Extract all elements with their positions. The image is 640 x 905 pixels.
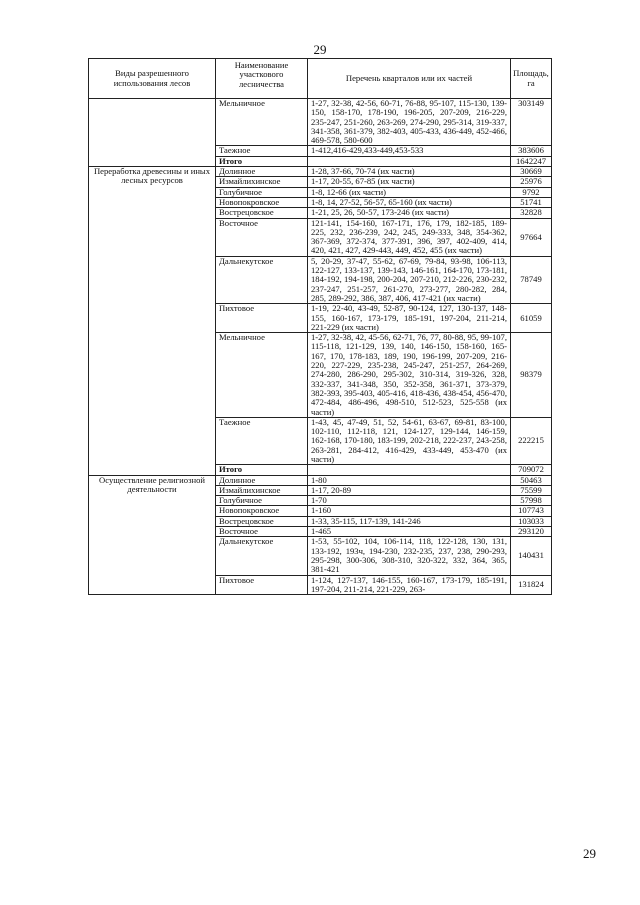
quarters-list: 1-27, 32-38, 42, 45-56, 62-71, 76, 77, 80-88, 95, 99-107, 115-118, 121-129, 139, 140, 146-150, 158-160, 165-167, 170, 178-183, 189, 190, 196-199, 207-209, 216-220, 227-229, 235-238, 245-247, 251-257, 264-269, 274-280, 286-290, 295-302, 310-314, 319-326, 328, 332-337, 341-348, 350, 352-358, 361-371, 373-379, 382-393, 395-403, 405-416, 418-436, 438-454, 456-470, 472-484, 486-496, 498-510, 512-523, 525-558 (их части)	[308, 333, 511, 418]
forestry-name: Долинное	[216, 167, 308, 177]
quarters-list: 1-465	[308, 527, 511, 537]
area-value: 9792	[511, 187, 552, 197]
page-number-top: 29	[313, 42, 327, 57]
quarters-list: 1-21, 25, 26, 50-57, 173-246 (их части)	[308, 208, 511, 218]
quarters-list: 1-8, 14, 27-52, 56-57, 65-160 (их части)	[308, 197, 511, 207]
forestry-name: Вострецовское	[216, 208, 308, 218]
area-value: 25976	[511, 177, 552, 187]
total-value: 709072	[511, 465, 552, 475]
header-forestry-name: Наименование участкового лесничества	[216, 59, 308, 99]
total-label: Итого	[216, 156, 308, 166]
quarters-list: 1-43, 45, 47-49, 51, 52, 54-61, 63-67, 69-81, 83-100, 102-110, 112-118, 121, 124-127, 129-144, 146-159, 162-168, 170-180, 183-199, 202-218, 222-237, 243-258, 263-281, 284-412, 416-429, 433-449, 453-470 (их части)	[308, 417, 511, 464]
forestry-name: Дальнекутское	[216, 537, 308, 575]
quarters-list: 1-28, 37-66, 70-74 (их части)	[308, 167, 511, 177]
area-value: 383606	[511, 146, 552, 156]
area-value: 30669	[511, 167, 552, 177]
area-value: 57998	[511, 496, 552, 506]
quarters-list: 1-70	[308, 496, 511, 506]
total-quarters	[308, 156, 511, 166]
area-value: 97664	[511, 218, 552, 256]
table-row	[89, 167, 552, 177]
quarters-list: 121-141, 154-160, 167-171, 176, 179, 182-185, 189-225, 232, 236-239, 242, 245, 249-333, 348, 354-362, 367-369, 372-374, 377-391, 396, 397, 402-409, 414, 420, 421, 427, 429-443, 449, 452, 455 (их части)	[308, 218, 511, 256]
area-value: 50463	[511, 475, 552, 485]
total-label: Итого	[216, 465, 308, 475]
area-value: 98379	[511, 333, 552, 418]
total-value: 1642247	[511, 156, 552, 166]
forestry-name: Мельничное	[216, 99, 308, 146]
total-quarters	[308, 465, 511, 475]
header-quarters: Перечень кварталов или их частей	[308, 59, 511, 99]
quarters-list: 1-17, 20-89	[308, 485, 511, 495]
quarters-list: 1-33, 35-115, 117-139, 141-246	[308, 516, 511, 526]
area-value: 107743	[511, 506, 552, 516]
forestry-name: Таежное	[216, 417, 308, 464]
quarters-list: 5, 20-29, 37-47, 55-62, 67-69, 79-84, 93-98, 106-113, 122-127, 133-137, 139-143, 146-161, 164-170, 173-181, 184-192, 194-198, 200-204, 207-210, 212-226, 230-232, 237-247, 251-257, 261-270, 273-277, 280-282, 284, 285, 289-292, 386, 387, 406, 417-421 (их части)	[308, 256, 511, 303]
quarters-list: 1-53, 55-102, 104, 106-114, 118, 122-128, 130, 131, 133-192, 193ч, 194-230, 232-235, 237, 238, 290-293, 295-298, 300-306, 308-310, 320-322, 332, 364, 365, 381-421	[308, 537, 511, 575]
area-value: 51741	[511, 197, 552, 207]
area-value: 61059	[511, 304, 552, 333]
forestry-name: Вострецовское	[216, 516, 308, 526]
forestry-name: Восточное	[216, 218, 308, 256]
table-row	[89, 99, 552, 146]
area-value: 32828	[511, 208, 552, 218]
forest-use-table	[88, 58, 552, 595]
area-value: 303149	[511, 99, 552, 146]
area-value: 293120	[511, 527, 552, 537]
use-type-cell: Осуществление религиозной деятельности	[89, 475, 216, 595]
quarters-list: 1-27, 32-38, 42-56, 60-71, 76-88, 95-107, 115-130, 139-150, 158-170, 178-190, 196-205, 207-209, 216-229, 235-247, 251-260, 263-269, 274-290, 295-314, 319-337, 341-358, 361-379, 382-403, 405-433, 436-449, 452-466, 469-578, 580-600	[308, 99, 511, 146]
quarters-list: 1-80	[308, 475, 511, 485]
forestry-name: Пихтовое	[216, 304, 308, 333]
area-value: 75599	[511, 485, 552, 495]
quarters-list: 1-19, 22-40, 43-49, 52-87, 90-124, 127, 130-137, 148-155, 160-167, 173-179, 185-191, 197-204, 211-214, 221-229 (их части)	[308, 304, 511, 333]
forestry-name: Восточное	[216, 527, 308, 537]
forestry-name: Таежное	[216, 146, 308, 156]
table-row	[89, 475, 552, 485]
quarters-list: 1-17, 20-55, 67-85 (их части)	[308, 177, 511, 187]
forestry-name: Пихтовое	[216, 575, 308, 595]
page-number-bottom: 29	[583, 846, 596, 861]
table-header-row	[89, 59, 552, 99]
quarters-list: 1-124, 127-137, 146-155, 160-167, 173-179, 185-191, 197-204, 211-214, 221-229, 263-	[308, 575, 511, 595]
area-value: 103033	[511, 516, 552, 526]
area-value: 222215	[511, 417, 552, 464]
quarters-list: 1-8, 12-66 (их части)	[308, 187, 511, 197]
forestry-name: Новопокровское	[216, 506, 308, 516]
header-area: Площадь, га	[511, 59, 552, 99]
use-type-cell	[89, 99, 216, 167]
area-value: 78749	[511, 256, 552, 303]
forestry-name: Долинное	[216, 475, 308, 485]
header-use-type: Виды разрешенного использования лесов	[89, 59, 216, 99]
forestry-name: Голубичное	[216, 187, 308, 197]
forestry-name: Новопокровское	[216, 197, 308, 207]
quarters-list: 1-412,416-429,433-449,453-533	[308, 146, 511, 156]
forestry-name: Мельничное	[216, 333, 308, 418]
area-value: 131824	[511, 575, 552, 595]
forestry-name: Измайлихинское	[216, 485, 308, 495]
forestry-name: Голубичное	[216, 496, 308, 506]
forestry-name: Измайлихинское	[216, 177, 308, 187]
use-type-cell: Переработка древесины и иных лесных ресурсов	[89, 167, 216, 476]
quarters-list: 1-160	[308, 506, 511, 516]
area-value: 140431	[511, 537, 552, 575]
forestry-name: Дальнекутское	[216, 256, 308, 303]
